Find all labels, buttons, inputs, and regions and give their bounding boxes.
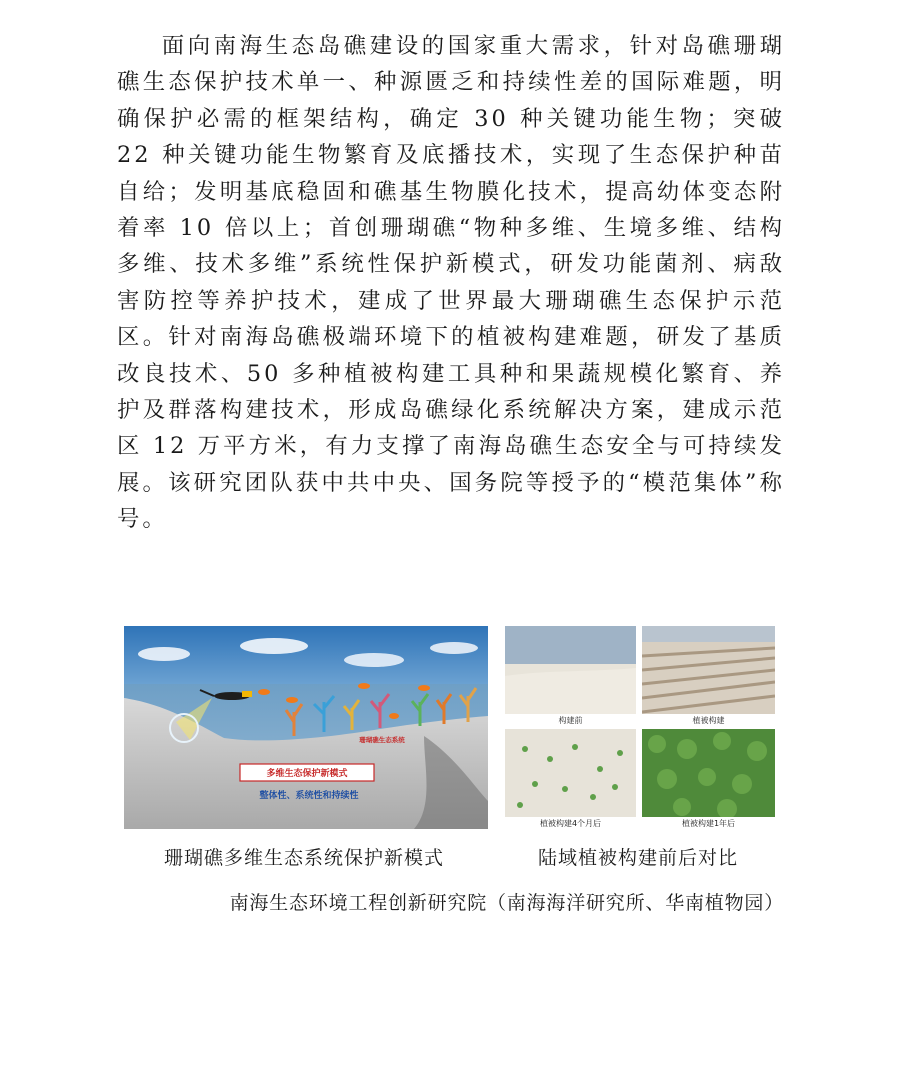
- system-label: 珊瑚礁生态系统: [359, 736, 405, 744]
- photo-label-construction: 植被构建: [692, 716, 725, 725]
- box-subtitle: 整体性、系统性和持续性: [259, 791, 359, 801]
- photo-construction: [642, 626, 775, 714]
- photo-before: [505, 626, 636, 714]
- photo-4-months: [505, 729, 636, 817]
- body-paragraph: 面向南海生态岛礁建设的国家重大需求，针对岛礁珊瑚礁生态保护技术单一、种源匮乏和持续性差的国际难题，明确保护必需的框架结构，确定 30 种关键功能生物；突破 22 种关键功能生物繁育及底播技术，实现了生态保护种苗自给；发明基底稳固和礁基生物膜化技术，提高幼体变态附着率 10 倍以上；首创珊瑚礁“物种多维、生境多维、结构多维、技术多维”系统性保护新模式，研发功能菌剂、病敌害防控等养护技术，建成了世界最大珊瑚礁生态保护示范区。针对南海岛礁极端环境下的植被构建难题，研发了基质改良技术、50 多种植被构建工具种和果蔬规模化繁育、养护及群落构建技术，形成岛礁绿化系统解决方案，建成示范区 12 万平方米，有力支撑了南海岛礁生态安全与可持续发展。该研究团队获中共中央、国务院等授予的“模范集体”称号。: [117, 33, 785, 533]
- photo-1-year: [642, 729, 775, 817]
- photo-label-1-year: 植被构建1年后: [681, 819, 736, 828]
- box-title: 多维生态保护新模式: [266, 769, 348, 779]
- source-attribution: 南海生态环境工程创新研究院（南海海洋研究所、华南植物园）: [229, 892, 784, 914]
- vegetation-photo-grid: [505, 626, 775, 829]
- photo-label-before: 构建前: [558, 716, 583, 725]
- photo-label-4-months: 植被构建4个月后: [539, 819, 602, 828]
- coral-reef-diagram: [124, 626, 488, 829]
- caption-vegetation: 陆域植被构建前后对比: [538, 847, 739, 869]
- caption-coral-reef: 珊瑚礁多维生态系统保护新模式: [164, 847, 445, 869]
- coral-reef-illustration: [124, 626, 488, 829]
